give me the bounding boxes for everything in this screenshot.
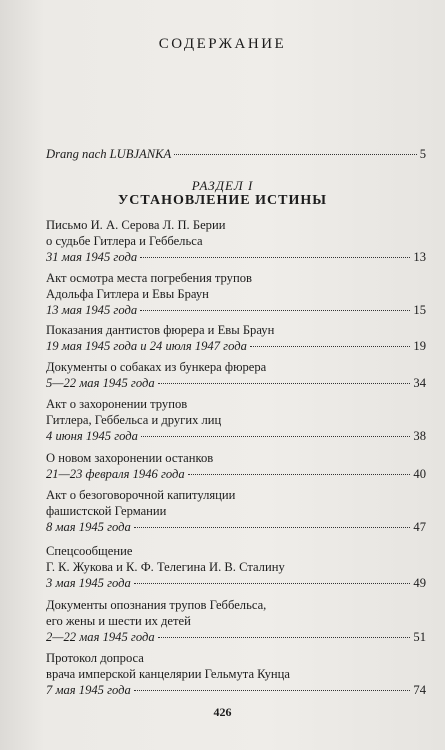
toc-entry	[46, 650, 426, 698]
entry-date: 3 мая 1945 года	[46, 576, 131, 590]
entry-date: 7 мая 1945 года	[46, 683, 131, 697]
entry-title-line: Акт о захоронении трупов	[46, 397, 188, 411]
section-title: УСТАНОВЛЕНИЕ ИСТИНЫ	[118, 193, 327, 208]
toc-entry	[46, 543, 426, 591]
section-label: РАЗДЕЛ I	[191, 178, 254, 193]
entry-title-line: Показания дантистов фюрера и Евы Браун	[46, 323, 275, 337]
entry-title-line: Письмо И. А. Серова Л. П. Берии	[46, 218, 226, 232]
entry-title-line: Акт осмотра места погребения трупов	[46, 271, 252, 285]
toc-entry	[46, 359, 426, 391]
entry-title-line: Г. К. Жукова и К. Ф. Телегина И. В. Сталину	[46, 560, 285, 574]
entry-title-line: О новом захоронении останков	[46, 451, 214, 465]
toc-entry	[46, 270, 426, 318]
dot-leader	[134, 583, 411, 584]
page-number: 49	[413, 576, 426, 590]
entry-date: 4 июня 1945 года	[46, 429, 138, 443]
toc-entry	[46, 597, 426, 645]
page-folio: 426	[213, 705, 232, 719]
toc-entry	[46, 217, 426, 265]
dot-leader	[140, 310, 410, 311]
page-number: 13	[413, 250, 426, 264]
page-number: 51	[413, 630, 426, 644]
page-number: 15	[413, 303, 426, 317]
entry-title-line: о судьбе Гитлера и Геббельса	[46, 234, 203, 248]
toc-entry-intro	[46, 146, 426, 162]
dot-leader	[140, 257, 410, 258]
dot-leader	[134, 527, 411, 528]
dot-leader	[141, 436, 410, 437]
entry-date: 2—22 мая 1945 года	[46, 630, 155, 644]
toc-entry	[46, 450, 426, 482]
entry-title-line: Гитлера, Геббельса и других лиц	[46, 413, 222, 427]
dot-leader	[134, 690, 411, 691]
entry-title: Drang nach LUBJANKA	[46, 147, 172, 161]
page-number: 5	[419, 147, 426, 161]
dot-leader	[158, 383, 411, 384]
entry-title-line: Акт о безоговорочной капитуляции	[46, 488, 236, 502]
entry-title-line: врача имперской канцелярии Гельмута Кунца	[46, 667, 290, 681]
dot-leader	[188, 474, 411, 475]
entry-date: 13 мая 1945 года	[46, 303, 138, 317]
dot-leader	[174, 154, 416, 155]
entry-date: 8 мая 1945 года	[46, 520, 131, 534]
toc-entry	[46, 396, 426, 444]
entry-date: 31 мая 1945 года	[46, 250, 138, 264]
toc-entry	[46, 322, 426, 354]
entry-date: 21—23 февраля 1946 года	[46, 467, 185, 481]
page-title: СОДЕРЖАНИЕ	[158, 36, 287, 52]
toc-entry	[46, 487, 426, 535]
entry-title-line: Документы опознания трупов Геббельса,	[46, 598, 267, 612]
entry-date: 5—22 мая 1945 года	[46, 376, 155, 390]
entry-title-line: его жены и шести их детей	[46, 614, 191, 628]
page-number: 74	[413, 683, 426, 697]
dot-leader	[250, 346, 411, 347]
entry-date: 19 мая 1945 года и 24 июля 1947 года	[46, 339, 247, 353]
entry-title-line: фашистской Германии	[46, 504, 167, 518]
page-number: 38	[413, 429, 426, 443]
entry-title-line: Спецсообщение	[46, 544, 133, 558]
page-number: 34	[413, 376, 426, 390]
page-number: 19	[413, 339, 426, 353]
dot-leader	[158, 637, 411, 638]
entry-title-line: Адольфа Гитлера и Евы Браун	[46, 287, 209, 301]
page-number: 40	[413, 467, 426, 481]
entry-title-line: Документы о собаках из бункера фюрера	[46, 360, 267, 374]
entry-title-line: Протокол допроса	[46, 651, 144, 665]
page-number: 47	[413, 520, 426, 534]
